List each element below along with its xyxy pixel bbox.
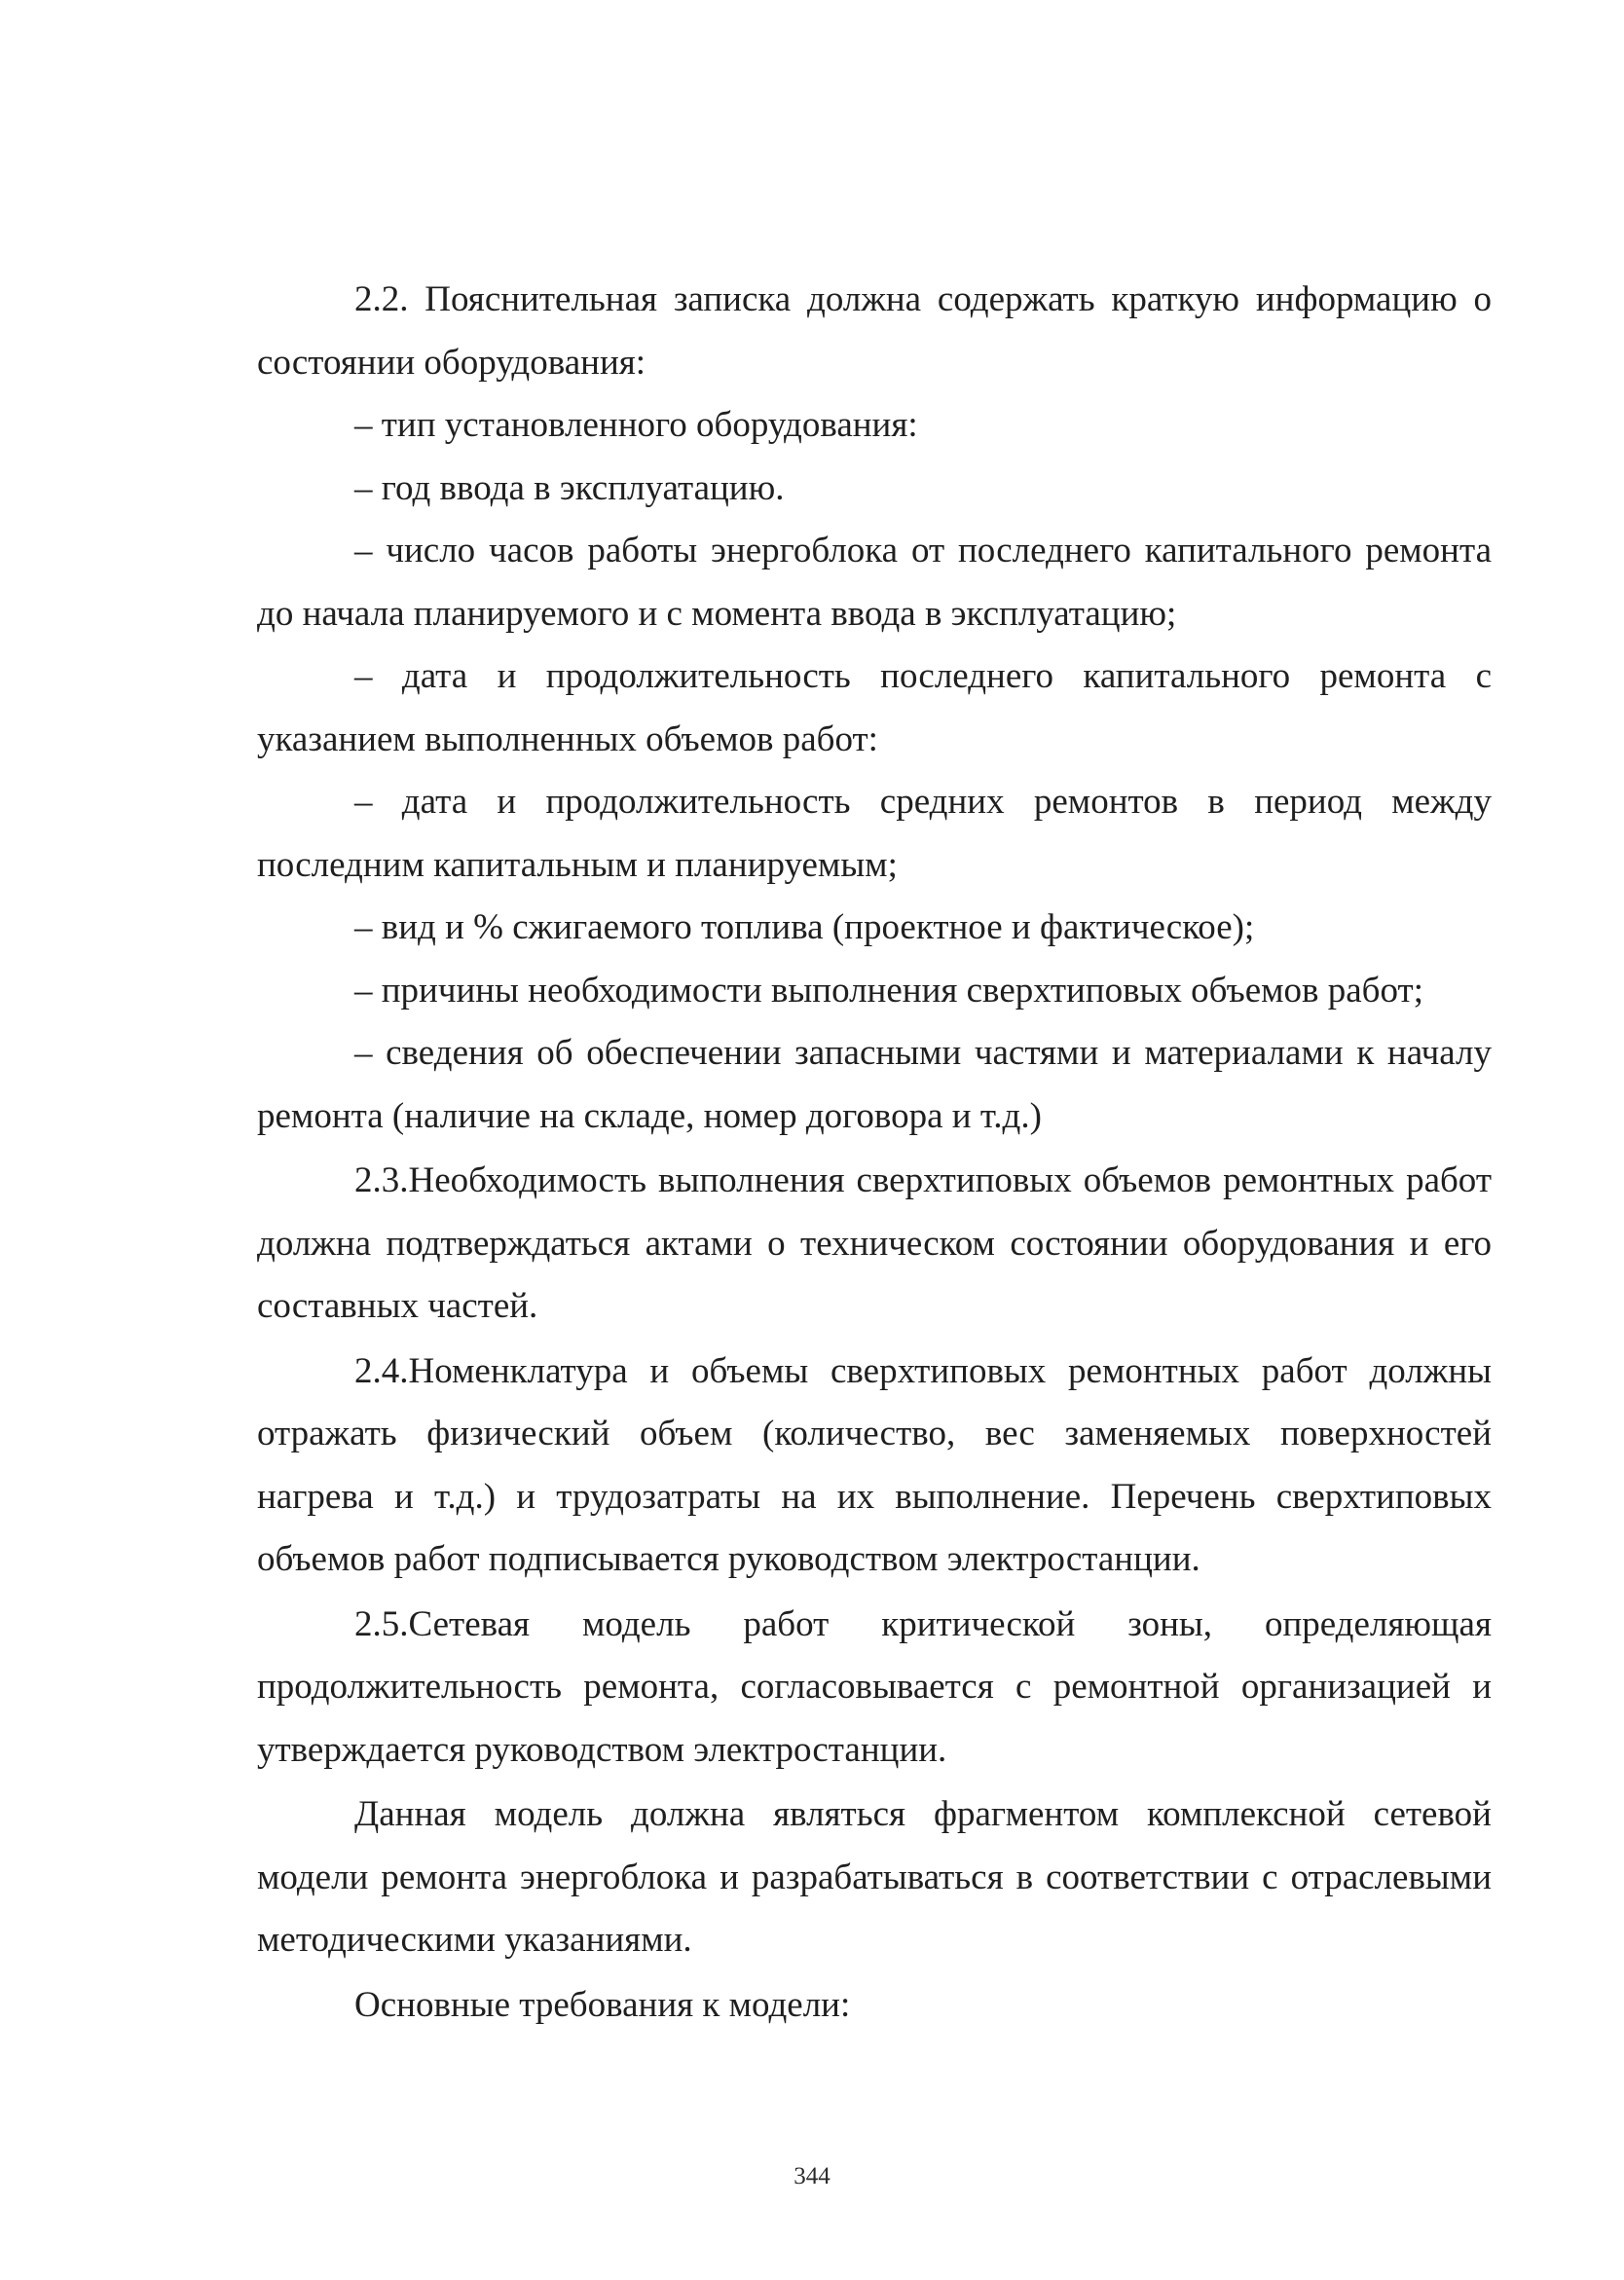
paragraph-model-requirements: Основные требования к модели: [354,1984,851,2025]
list-item-extra-work-reasons: – причины необходимости выполнения сверхтиповых объемов работ; [354,970,1423,1011]
paragraph-2-4: 2.4.Номенклатура и объемы сверхтиповых ремонтных работ должны отражать физический объем (количество, вес заменяемых поверхностей нагрева и т.д.) и трудозатраты на их выполнение. Перечень сверхтиповых объемов работ подписывается руководством электростанции. [257,1350,1492,1579]
paragraph-2-2: 2.2. Пояснительная записка должна содержать краткую информацию о состоянии оборудования: [257,279,1492,383]
page-number: 344 [794,2163,830,2189]
list-item-medium-repairs: – дата и продолжительность средних ремонтов в период между последним капитальным и планируемым; [257,782,1492,885]
list-item-fuel-type: – вид и % сжигаемого топлива (проектное и фактическое); [354,907,1255,947]
list-item-commissioning-year: – год ввода в эксплуатацию. [354,467,785,508]
paragraph-model-fragment: Данная модель должна являться фрагментом комплексной сетевой модели ремонта энергоблока и разрабатываться в соответствии с отраслевыми методическими указаниями. [257,1794,1492,1960]
paragraph-2-3: 2.3.Необходимость выполнения сверхтиповых объемов ремонтных работ должна подтверждаться актами о техническом состоянии оборудования и его составных частей. [257,1160,1492,1326]
list-item-equipment-type: – тип установленного оборудования: [354,405,918,445]
paragraph-2-5: 2.5.Сетевая модель работ критической зоны, определяющая продолжительность ремонта, согласовывается с ремонтной организацией и утверждается руководством электростанции. [257,1603,1492,1770]
list-item-spare-parts: – сведения об обеспечении запасными частями и материалами к началу ремонта (наличие на складе, номер договора и т.д.) [257,1033,1492,1136]
list-item-last-overhaul: – дата и продолжительность последнего капитального ремонта с указанием выполненных объемов работ: [257,656,1492,759]
document-body [257,269,1492,2037]
list-item-operating-hours: – число часов работы энергоблока от последнего капитального ремонта до начала планируемого и с момента ввода в эксплуатацию; [257,531,1492,634]
